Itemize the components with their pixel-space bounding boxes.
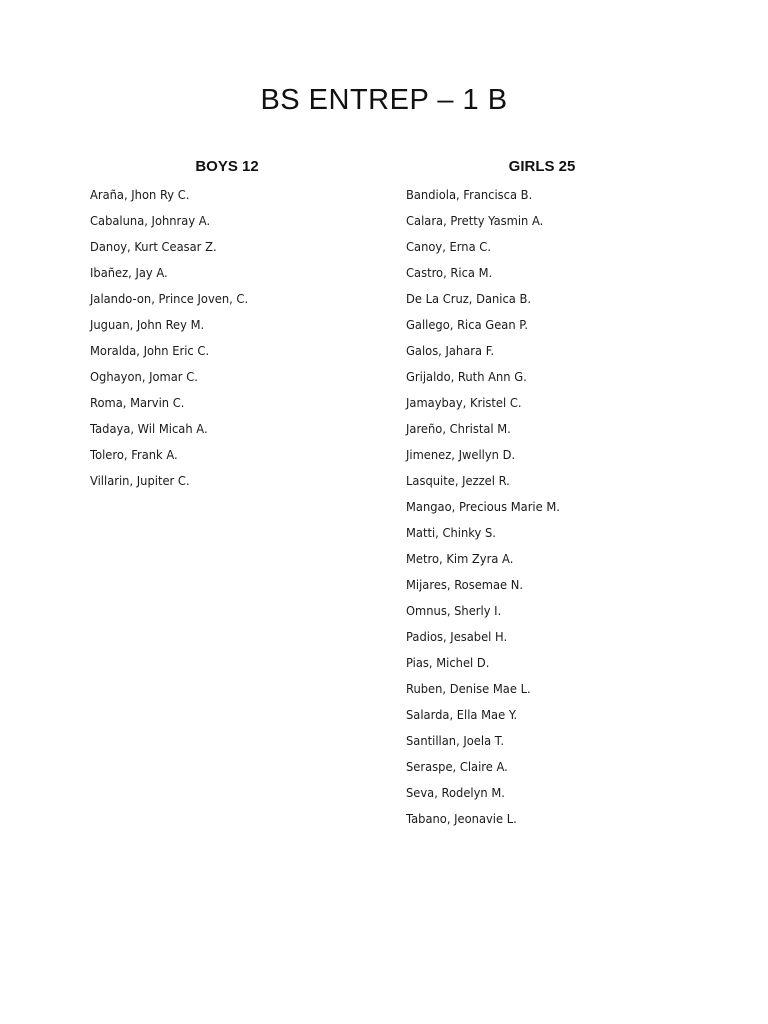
boy-name: Juguan, John Rey M. — [90, 317, 205, 332]
girl-name: Jamaybay, Kristel C. — [406, 395, 522, 410]
girl-name: Padios, Jesabel H. — [406, 629, 508, 644]
boy-name: Roma, Marvin C. — [90, 395, 185, 410]
girl-name: Mangao, Precious Marie M. — [406, 499, 560, 514]
boy-name: Moralda, John Eric C. — [90, 343, 210, 358]
boy-name: Araña, Jhon Ry C. — [90, 187, 190, 202]
girl-name: Bandiola, Francisca B. — [406, 187, 533, 202]
boy-name: Danoy, Kurt Ceasar Z. — [90, 239, 217, 254]
girl-name: Pias, Michel D. — [406, 655, 490, 670]
boy-name: Cabaluna, Johnray A. — [90, 213, 211, 228]
boys-column — [90, 156, 364, 494]
girl-name: Seva, Rodelyn M. — [406, 785, 505, 800]
boy-name: Oghayon, Jomar C. — [90, 369, 198, 384]
girl-name: Ruben, Denise Mae L. — [406, 681, 531, 696]
girls-name-list — [406, 182, 678, 832]
girl-name: Mijares, Rosemae N. — [406, 577, 524, 592]
girl-name: Seraspe, Claire A. — [406, 759, 508, 774]
girl-name: Gallego, Rica Gean P. — [406, 317, 529, 332]
girls-heading: GIRLS 25 — [508, 158, 576, 175]
girl-name: Santillan, Joela T. — [406, 733, 505, 748]
boy-name: Ibañez, Jay A. — [90, 265, 168, 280]
girl-name: De La Cruz, Danica B. — [406, 291, 532, 306]
girl-name: Castro, Rica M. — [406, 265, 493, 280]
boy-name: Tolero, Frank A. — [90, 447, 178, 462]
girl-name: Tabano, Jeonavie L. — [406, 811, 517, 826]
boy-name: Jalando-on, Prince Joven, C. — [90, 291, 249, 306]
girl-name: Jimenez, Jwellyn D. — [406, 447, 516, 462]
boy-name: Tadaya, Wil Micah A. — [90, 421, 208, 436]
boy-name: Villarin, Jupiter C. — [90, 473, 190, 488]
girl-name: Grijaldo, Ruth Ann G. — [406, 369, 527, 384]
girl-name: Salarda, Ella Mae Y. — [406, 707, 518, 722]
girl-name: Matti, Chinky S. — [406, 525, 496, 540]
girl-name: Canoy, Erna C. — [406, 239, 491, 254]
boys-name-list — [90, 182, 364, 494]
girl-name: Lasquite, Jezzel R. — [406, 473, 510, 488]
document-title: BS ENTREP – 1 B — [260, 84, 508, 116]
girl-name: Metro, Kim Zyra A. — [406, 551, 514, 566]
girl-name: Jareño, Christal M. — [406, 421, 511, 436]
girl-name: Galos, Jahara F. — [406, 343, 495, 358]
girl-name: Calara, Pretty Yasmin A. — [406, 213, 544, 228]
boys-heading: BOYS 12 — [195, 158, 259, 175]
girl-name: Omnus, Sherly I. — [406, 603, 502, 618]
girls-column — [406, 156, 678, 832]
